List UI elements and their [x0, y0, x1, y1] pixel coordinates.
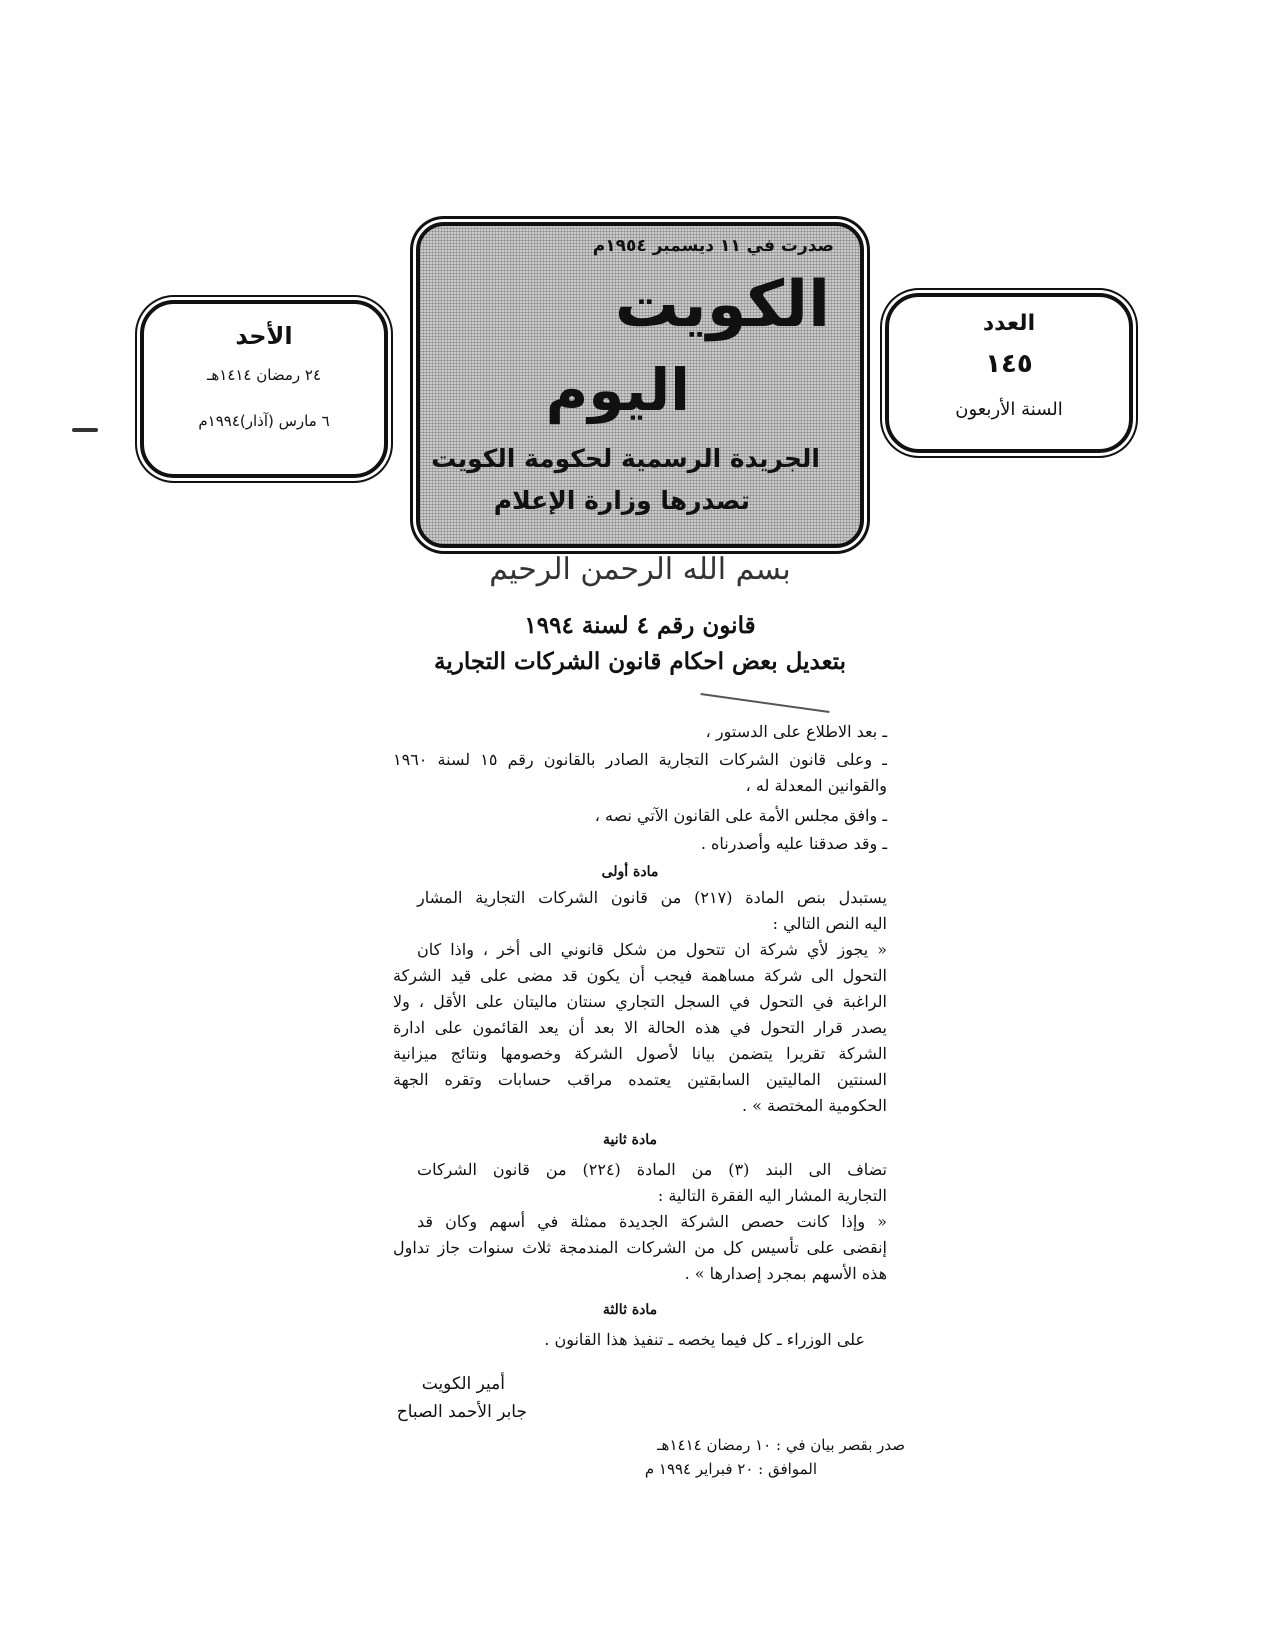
issued-date: صدر بقصر بيان في : ١٠ رمضان ١٤١٤هـ [657, 1436, 905, 1454]
divider [700, 693, 829, 713]
preamble-line: ـ بعد الاطلاع على الدستور ، [705, 722, 887, 741]
founded-date: صدرت في ١١ ديسمبر ١٩٥٤م [592, 236, 834, 256]
article-text: هذه الأسهم بمجرد إصدارها » . [684, 1264, 887, 1283]
preamble-line: ـ وقد صدقنا عليه وأصدرناه . [700, 834, 887, 853]
article-text: الراغبة في التحول في السجل التجاري سنتان ماليتان على الأقل ، ولا [393, 992, 887, 1011]
article-text: « وإذا كانت حصص الشركة الجديدة ممثلة في أسهم وكان قد [417, 1212, 887, 1231]
preamble-line: ـ وعلى قانون الشركات التجارية الصادر بالقانون رقم ١٥ لسنة ١٩٦٠ [393, 750, 887, 769]
issue-number: ١٤٥ [985, 349, 1033, 379]
preamble-line: والقوانين المعدلة له ، [745, 776, 887, 795]
article-text: التجارية المشار اليه الفقرة التالية : [657, 1186, 887, 1205]
masthead-title-line2: اليوم [545, 356, 690, 424]
issued-corresponding-date: الموافق : ٢٠ فبراير ١٩٩٤ م [644, 1460, 817, 1478]
article-text: إنقضى على تأسيس كل من الشركات المندمجة ثلاث سنوات جاز تداول [393, 1238, 887, 1257]
margin-mark [72, 428, 98, 432]
basmala: بسم الله الرحمن الرحيم [489, 552, 791, 587]
masthead [416, 222, 864, 548]
signature-title: أمير الكويت [421, 1374, 505, 1394]
article-heading: مادة ثانية [603, 1132, 657, 1148]
article-text: يستبدل بنص المادة (٢١٧) من قانون الشركات التجارية المشار [417, 888, 887, 907]
issue-box [885, 293, 1133, 453]
article-text: الشركة تقريرا يتضمن بيانا لأصول الشركة وخصومها ونتائج ميزانية [393, 1044, 887, 1063]
gregorian-date: ٦ مارس (آذار)١٩٩٤م [198, 412, 330, 430]
article-heading: مادة ثالثة [602, 1302, 658, 1318]
article-text: السنتين الماليتين السابقتين يعتمده مراقب حسابات وتقره الجهة [393, 1070, 887, 1089]
masthead-publisher: تصدرها وزارة الإعلام [493, 486, 750, 515]
issue-label: العدد [982, 311, 1036, 336]
year-label: السنة الأربعون [955, 399, 1063, 420]
masthead-subtitle: الجريدة الرسمية لحكومة الكويت [431, 444, 820, 473]
article-text: « يجوز لأي شركة ان تتحول من شكل قانوني الى أخر ، واذا كان [417, 940, 888, 959]
article-text: التحول الى شركة مساهمة فيجب أن يكون قد مضى على قيد الشركة [393, 966, 887, 985]
signature-name: جابر الأحمد الصباح [396, 1402, 527, 1422]
masthead-title-line1: الكويت [614, 268, 830, 342]
law-title: قانون رقم ٤ لسنة ١٩٩٤ [524, 612, 756, 639]
hijri-date: ٢٤ رمضان ١٤١٤هـ [206, 366, 322, 384]
article-text: على الوزراء ـ كل فيما يخصه ـ تنفيذ هذا القانون . [544, 1330, 865, 1349]
preamble-line: ـ وافق مجلس الأمة على القانون الآتي نصه ، [594, 806, 887, 825]
article-text: تضاف الى البند (٣) من المادة (٢٢٤) من قانون الشركات [417, 1160, 888, 1179]
day-label: الأحد [235, 322, 293, 350]
article-text: يصدر قرار التحول في هذه الحالة الا بعد أن يعد القائمون على ادارة [393, 1018, 887, 1037]
article-heading: مادة أولى [601, 864, 659, 880]
law-subtitle: بتعديل بعض احكام قانون الشركات التجارية [433, 648, 847, 675]
date-box [140, 300, 388, 478]
article-text: الحكومية المختصة » . [741, 1096, 887, 1115]
article-text: اليه النص التالي : [772, 914, 887, 933]
